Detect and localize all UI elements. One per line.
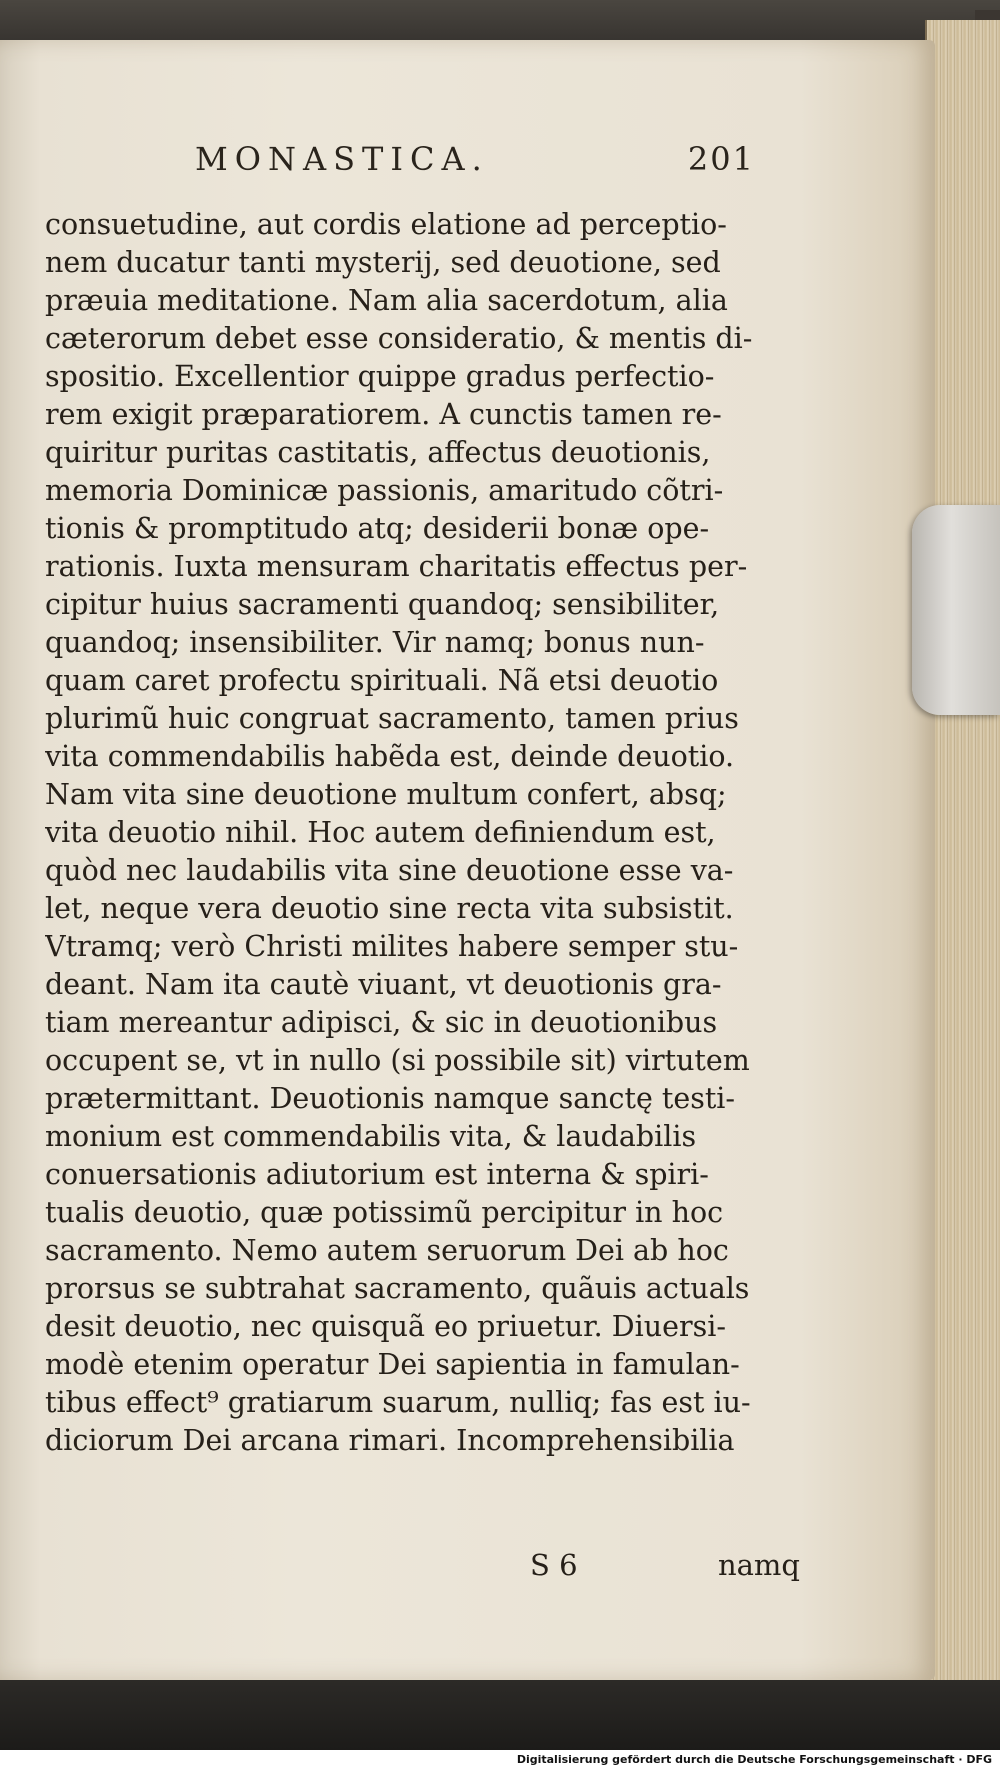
- text-line: tionis & promptitudo atq; desiderii bonæ ope-: [45, 512, 710, 545]
- text-line: desit deuotio, nec quisquã eo priuetur. Diuersi-: [45, 1310, 726, 1343]
- text-line: spositio. Excellentior quippe gradus perfectio-: [45, 360, 715, 393]
- text-line: rationis. Iuxta mensuram charitatis effectus per-: [45, 550, 748, 583]
- text-line: conuersationis adiutorium est interna & spiri-: [45, 1158, 709, 1191]
- text-line: occupent se, vt in nullo (si possibile sit) virtutem: [45, 1044, 750, 1077]
- text-line: quam caret profectu spirituali. Nã etsi deuotio: [45, 664, 719, 697]
- digitization-footer: [0, 1750, 1000, 1768]
- page-stack-edge: [925, 20, 1000, 1680]
- text-line: prorsus se subtrahat sacramento, quãuis actuals: [45, 1272, 750, 1305]
- text-line: tibus effect⁹ gratiarum suarum, nulliq; fas est iu-: [45, 1386, 751, 1419]
- text-line: cipitur huius sacramenti quandoq; sensibiliter,: [45, 588, 720, 621]
- text-line: cæterorum debet esse consideratio, & mentis di-: [45, 322, 753, 355]
- text-line: plurimũ huic congruat sacramento, tamen prius: [45, 702, 739, 735]
- text-line: consuetudine, aut cordis elatione ad perceptio-: [45, 208, 727, 241]
- text-line: prætermittant. Deuotionis namque sanctę testi-: [45, 1082, 736, 1115]
- scan-background-bottom: [0, 1680, 1000, 1750]
- text-line: Vtramq; verò Christi milites habere semper stu-: [45, 930, 739, 963]
- text-line: nem ducatur tanti mysterij, sed deuotione, sed: [45, 246, 721, 279]
- text-line: quòd nec laudabilis vita sine deuotione esse va-: [45, 854, 734, 887]
- digitization-credit: Digitalisierung gefördert durch die Deutsche Forschungsgemeinschaft · DFG: [516, 1752, 992, 1766]
- text-line: vita commendabilis habẽda est, deinde deuotio.: [45, 740, 735, 773]
- text-line: diciorum Dei arcana rimari. Incomprehensibilia: [45, 1424, 735, 1457]
- catchword: namq: [717, 1548, 800, 1582]
- signature-mark: S 6: [530, 1548, 578, 1582]
- text-line: rem exigit præparatiorem. A cunctis tamen re-: [45, 398, 722, 431]
- page-header: [195, 140, 755, 190]
- text-line: tiam mereantur adipisci, & sic in deuotionibus: [45, 1006, 718, 1039]
- page-foot: [530, 1548, 800, 1582]
- text-line: vita deuotio nihil. Hoc autem definiendum est,: [45, 816, 716, 849]
- text-line: quandoq; insensibiliter. Vir namq; bonus nun-: [45, 626, 705, 659]
- text-line: Nam vita sine deuotione multum confert, absq;: [45, 778, 727, 811]
- text-line: præuia meditatione. Nam alia sacerdotum, alia: [45, 284, 728, 317]
- text-line: modè etenim operatur Dei sapientia in famulan-: [45, 1348, 740, 1381]
- text-line: memoria Dominicæ passionis, amaritudo cõtri-: [45, 474, 724, 507]
- running-title: MONASTICA.: [195, 140, 489, 178]
- text-line: let, neque vera deuotio sine recta vita subsistit.: [45, 892, 734, 925]
- bookmark-strip: [912, 505, 1000, 715]
- text-line: quiritur puritas castitatis, affectus deuotionis,: [45, 436, 711, 469]
- text-line: sacramento. Nemo autem seruorum Dei ab hoc: [45, 1234, 729, 1267]
- page-number: 201: [687, 140, 755, 178]
- text-line: deant. Nam ita cautè viuant, vt deuotionis gra-: [45, 968, 722, 1001]
- text-line: monium est commendabilis vita, & laudabilis: [45, 1120, 697, 1153]
- text-line: tualis deuotio, quæ potissimũ percipitur in hoc: [45, 1196, 724, 1229]
- text-body: [45, 206, 795, 1460]
